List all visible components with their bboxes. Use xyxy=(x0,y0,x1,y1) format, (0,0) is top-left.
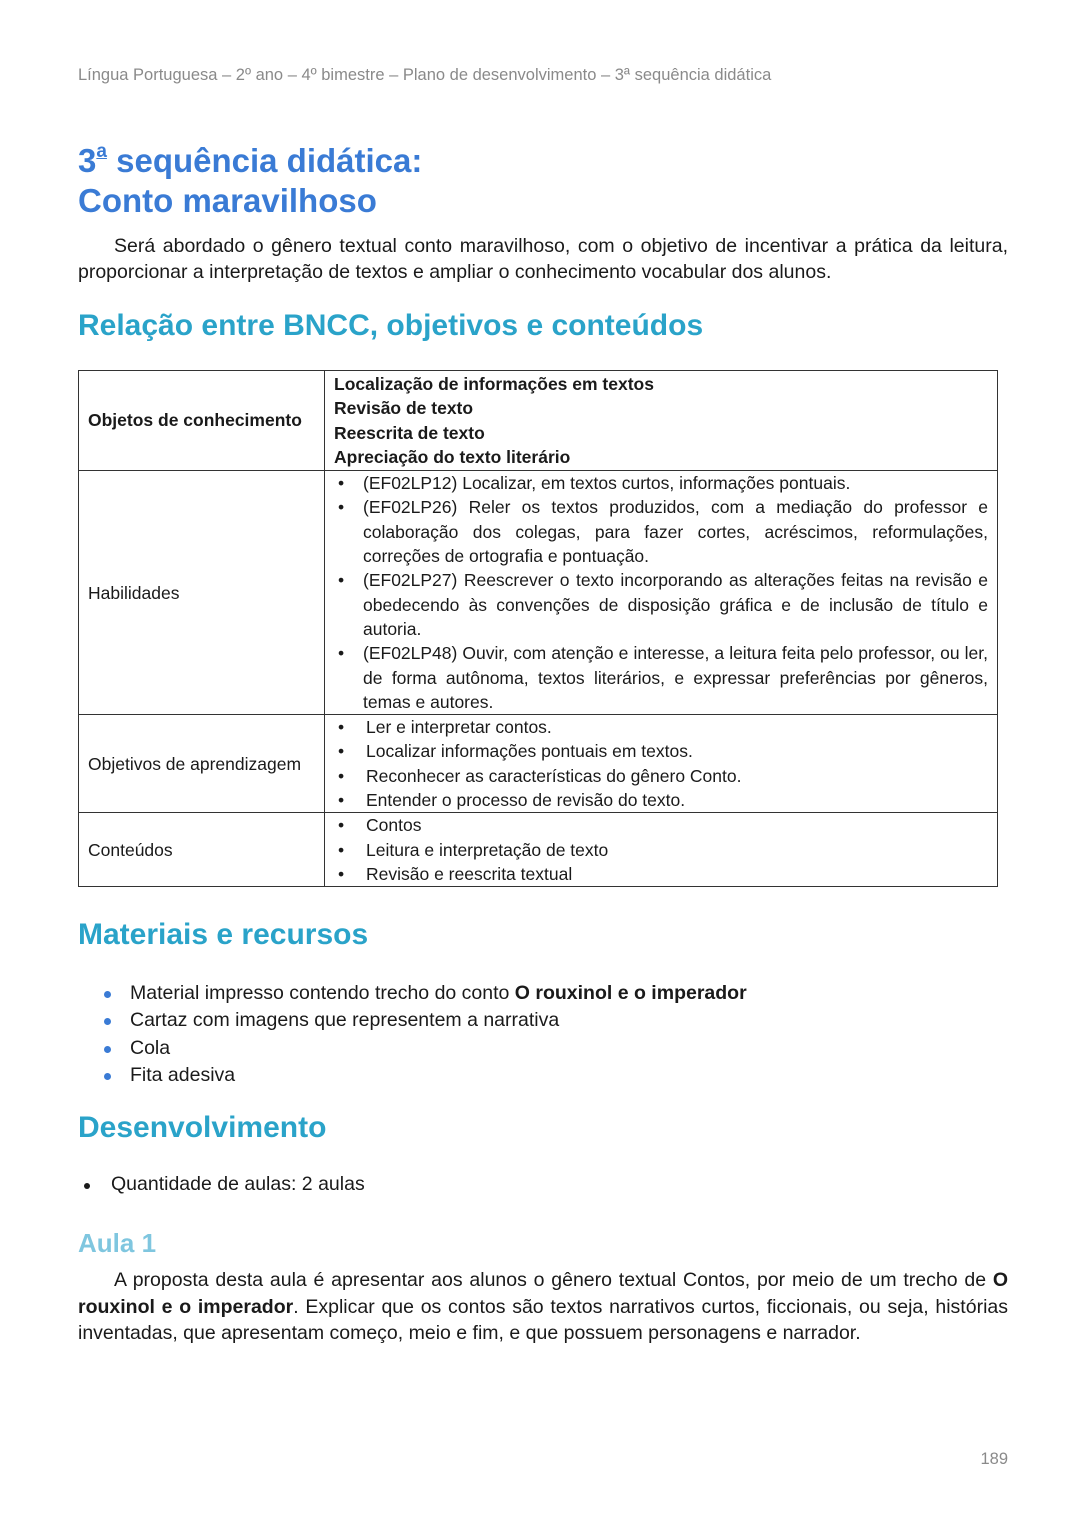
book-title: O rouxinol e o imperador xyxy=(514,982,747,1004)
material-text: Material impresso contendo trecho do conto xyxy=(130,982,515,1004)
list-item: • (EF02LP26) Reler os textos produzidos, com a mediação do professor e colaboração dos colegas, para fazer cortes, acréscimos, reformulações, correções de ortografia e pontuação. xyxy=(334,495,988,568)
list-item: Reescrita de texto xyxy=(334,422,485,443)
list-item: • Reconhecer as características do gênero Conto. xyxy=(334,764,988,788)
lesson-text-part: A proposta desta aula é apresentar aos alunos o gênero textual Contos, por meio de um trecho de xyxy=(114,1269,993,1291)
title-ordinal-suffix: a xyxy=(96,141,107,162)
list-item: • (EF02LP27) Reescrever o texto incorporando as alterações feitas na revisão e obedecendo às convenções de disposição gráfica e de inclusão de título e autoria. xyxy=(334,568,988,641)
list-item: Cola xyxy=(104,1035,747,1062)
row-label: Conteúdos xyxy=(79,813,325,887)
running-header: Língua Portuguesa – 2º ano – 4º bimestre – Plano de desenvolvimento – 3ª sequência didática xyxy=(78,66,772,84)
row-label: Objetivos de aprendizagem xyxy=(79,715,325,813)
row-label: Habilidades xyxy=(79,471,325,715)
lesson-title: Aula 1 xyxy=(78,1228,157,1258)
section-title-bncc: Relação entre BNCC, objetivos e conteúdos xyxy=(78,309,704,342)
list-item: • Ler e interpretar contos. xyxy=(334,715,988,739)
materials-list xyxy=(104,980,747,1089)
list-item xyxy=(104,980,747,1007)
list-item: Apreciação do texto literário xyxy=(334,446,571,467)
list-item: • (EF02LP12) Localizar, em textos curtos, informações pontuais. xyxy=(334,471,988,495)
row-content xyxy=(325,715,998,813)
list-item: • Contos xyxy=(334,813,988,837)
list-item: Revisão de texto xyxy=(334,398,474,419)
development-list xyxy=(78,1173,365,1196)
list-item: • Localizar informações pontuais em textos. xyxy=(334,739,988,763)
list-item: • Revisão e reescrita textual xyxy=(334,862,988,886)
page-title xyxy=(78,132,422,221)
table-row xyxy=(79,371,998,471)
intro-paragraph: Será abordado o gênero textual conto maravilhoso, com o objetivo de incentivar a prática da leitura, proporcionar a interpretação de textos e ampliar o conhecimento vocabular dos alunos. xyxy=(78,235,1008,283)
table-row xyxy=(79,813,998,887)
list-item: Fita adesiva xyxy=(104,1062,747,1089)
title-line1: sequência didática: xyxy=(116,142,423,179)
row-content xyxy=(325,471,998,715)
page-number: 189 xyxy=(980,1450,1008,1468)
row-label: Objetos de conhecimento xyxy=(79,371,325,471)
bncc-table xyxy=(78,370,998,887)
section-title-development: Desenvolvimento xyxy=(78,1111,327,1144)
book-title: O rouxinol e o imperador xyxy=(78,1269,1008,1318)
section-title-materials: Materiais e recursos xyxy=(78,918,369,951)
table-row xyxy=(79,471,998,715)
list-item: • Leitura e interpretação de texto xyxy=(334,838,988,862)
lesson-paragraph xyxy=(78,1267,1008,1347)
title-line2: Conto maravilhoso xyxy=(78,182,377,219)
list-item: • (EF02LP48) Ouvir, com atenção e interesse, a leitura feita pelo professor, ou ler, de forma autônoma, textos literários, e expressar preferências por gêneros, temas e autores. xyxy=(334,641,988,714)
list-item: Cartaz com imagens que representem a narrativa xyxy=(104,1007,747,1034)
list-item: Localização de informações em textos xyxy=(334,374,654,394)
row-content xyxy=(325,371,998,471)
table-row xyxy=(79,715,998,813)
row-content xyxy=(325,813,998,887)
list-item: Quantidade de aulas: 2 aulas xyxy=(78,1173,365,1196)
title-ordinal: 3 xyxy=(78,142,97,179)
list-item: • Entender o processo de revisão do texto. xyxy=(334,788,988,812)
lesson-text-part: . Explicar que os contos são textos narrativos curtos, ficcionais, ou seja, histórias inventadas, que apresentam começo, meio e fim, e que possuem personagens e narrador. xyxy=(78,1295,1008,1344)
